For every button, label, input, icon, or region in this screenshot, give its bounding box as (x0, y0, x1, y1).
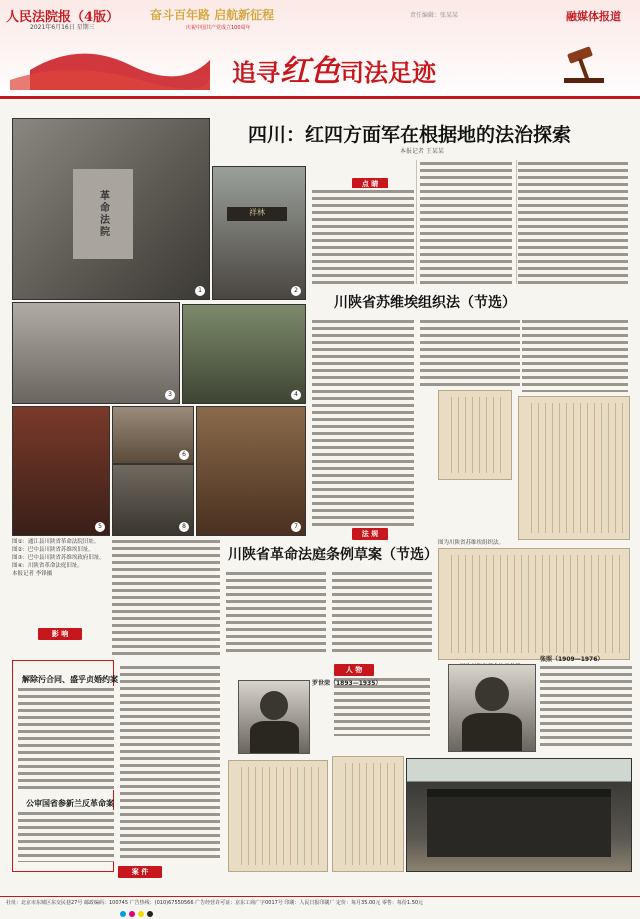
label-people: 人 物 (334, 664, 374, 676)
photo-courtroom: 7 (196, 406, 306, 536)
issue-date: 2021年6月16日 星期三 (30, 24, 95, 31)
article-text-block (112, 538, 220, 658)
photo-court-site: 革命法院 1 (12, 118, 210, 300)
column-title-script: 红色 (280, 54, 340, 89)
main-headline: 四川：红四方面军在根据地的法治探索 (248, 124, 572, 146)
document-image (332, 756, 404, 872)
photo-historic-building (406, 758, 632, 872)
article-text-block (226, 570, 326, 656)
photo-lanterns: 5 (12, 406, 110, 536)
byline: 本报记者 王某某 (400, 148, 444, 155)
article-text-block (120, 664, 220, 860)
sub-headline-organization-law: 川陕省苏维埃组织法（节选） (334, 295, 516, 311)
document-image (228, 760, 328, 872)
photo-street: 祥林 2 (212, 166, 306, 300)
photo-caption: 图④：川陕省革命法庭旧址。 (12, 563, 83, 569)
article-text-block (518, 160, 628, 284)
editor-line: 责任编辑：张某某 (410, 12, 459, 19)
column-title (232, 46, 436, 90)
side-headline-2: 公审国省参新兰反革命案 (26, 799, 114, 808)
column-title-prefix: 追寻 (232, 58, 280, 87)
stone-inscription: 革命法院 (73, 169, 133, 259)
photo-captions (12, 538, 108, 578)
photo-caption: 图②：巴中县川陕省苏维埃旧址。 (12, 547, 94, 553)
article-text-block (312, 188, 414, 284)
column-rule (516, 160, 517, 284)
portrait-photo (448, 664, 536, 752)
sub-headline-court-regulation: 川陕省革命法庭条例草案（节选） (228, 547, 438, 563)
side-text-block (18, 810, 114, 862)
article-text-block (540, 664, 632, 748)
label-impact: 影 响 (38, 628, 82, 640)
article-text-block (312, 318, 414, 528)
side-headline-1: 解除污合同、盛乎贞婚约案 (22, 675, 118, 684)
side-text-block (18, 686, 114, 790)
photo-credit: 本报记者 李锋摄 (12, 571, 53, 577)
section-tag: 融媒体报道 (566, 10, 621, 23)
article-text-block (420, 318, 520, 386)
document-caption: 图为川陕省苏维埃组织法。 (438, 540, 505, 546)
article-text-block (332, 570, 432, 656)
color-registration-marks (120, 911, 520, 917)
photo-hall: 8 (112, 464, 194, 536)
person-name: 罗世荣（1893—1935） (312, 680, 382, 687)
document-image (518, 396, 630, 540)
photo-trees-building: 4 (182, 304, 306, 404)
photo-old-building: 3 (12, 302, 180, 404)
portrait-photo (238, 680, 310, 754)
gavel-icon (560, 44, 610, 84)
shop-sign: 祥林 (227, 207, 287, 221)
article-text-block (522, 318, 628, 392)
slogan: 奋斗百年路 启航新征程 (150, 8, 275, 22)
label-point: 点 睛 (352, 178, 388, 190)
column-title-suffix: 司法足迹 (340, 58, 436, 87)
footer-text: 社址：北京市东城区东交民巷27号 邮政编码：100745 广告热线：(010)67550566 广告经营许可证：京东工商广字0017号 印刷：人民日报印刷厂 定价：每月35.00元 零售：每份1.50元 (6, 900, 424, 906)
document-image (438, 390, 512, 480)
column-rule (416, 160, 417, 284)
label-law: 法 规 (352, 528, 388, 540)
party-anniversary-note: 庆祝中国共产党成立100周年 (186, 25, 251, 31)
person-name: 张照（1909—1976） (540, 656, 604, 663)
photo-interior: 6 (112, 406, 194, 464)
label-case: 案 件 (118, 866, 162, 878)
photo-caption: 图①：通江县川陕省革命法院旧址。 (12, 539, 100, 545)
masthead-divider (0, 96, 640, 99)
document-image (438, 548, 630, 660)
article-text-block (420, 160, 512, 284)
red-flag-graphic (10, 30, 210, 90)
photo-caption: 图③：巴中县川陕省苏维埃政府旧址。 (12, 555, 105, 561)
paper-name: 人民法院报（4版） (6, 10, 120, 25)
